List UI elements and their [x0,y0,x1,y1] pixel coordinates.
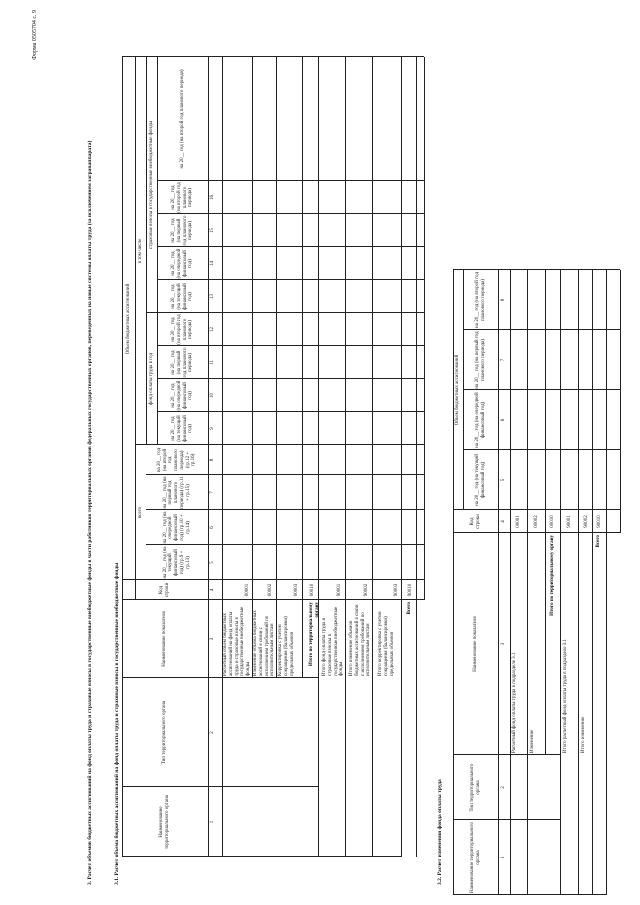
t2-colnum: 7 [501,358,506,362]
t1-colnum: 12 [210,327,215,332]
t2-header-budget-group: Объем бюджетных ассигнований [455,354,461,426]
t2-colnum: 6 [501,418,506,422]
t1-header-total-second: на 20__ год (на второй год планового периода) (гр.12 + гр.16) [156,447,197,473]
t1-header-organ-type: Тип территориального органа [162,700,168,765]
t1-row-code: 00002 [268,583,273,597]
t1-colnum: 9 [210,427,215,430]
t1-colnum: 3 [210,637,215,641]
t1-row-label: Расчетный объем бюджетных ассигнований на фонд оплаты труда и страховые взносы в государственные внебюджетные фонды [223,606,251,676]
t2-row-code: 90002 [584,515,589,528]
t1-header-incl-group: в том числе [137,238,143,264]
t1-row-label: Итого изменение объемов бюджетных ассигнований в связи с исполнением требований по исполнительным листам [349,604,372,676]
t2-header-next: на 20__ год (на очередной финансовый год) [474,392,486,448]
t1-colnum: 10 [210,393,215,398]
t1-row-code: 90002 [364,583,369,597]
t1-header-total-group: всего [137,506,143,519]
t2-header-cur: на 20__ год (на текущий финансовый год) [474,454,486,506]
t1-colnum: 5 [210,561,215,564]
t2-colnum: 5 [501,478,506,482]
t1-header-budget-group: Объем бюджетных ассигнований [125,283,131,355]
t2-row-label: Итого по территориальному органу [550,535,555,616]
t1-row-label: Итого по территориальному органу [309,602,320,667]
t1-header-ins-extra: на 20__ год (на второй год планового периода) [179,69,185,169]
form-number: Форма 0505704 с. 9 [32,10,38,60]
t2-row-code: 90001 [567,515,572,528]
t1-colnum: 14 [210,261,215,266]
t2-colnum: 2 [501,786,506,789]
t1-row-code: 00010 [310,583,315,597]
t1-header-fot-first: на 20__ год (на первый год планового периода) [171,347,194,378]
t1-header-total-next: на 20__ год (на очередной финансовый год) (гр.10 + гр.14) [162,511,191,544]
t1-header-fot-next: на 20__ год (на очередной финансовый год) [171,380,194,411]
t1-total-label: Всего [407,602,412,615]
t1-colnum: 11 [210,360,215,365]
subsection-2-title: 3.2. Расчет изменения фонда оплаты труда [437,779,443,885]
t2-header-indicator: Наименование показателя [472,616,478,672]
t2-colnum: 3 [501,642,506,646]
t2-colnum: 8 [501,298,506,302]
t1-colnum: 16 [210,195,215,200]
t1-row-code: 90003 [394,583,399,597]
t2-row-label: Итого изменение [581,716,586,753]
t1-header-fot-second: на 20__ год (на второй год планового периода) [171,314,194,345]
t1-total-code: 90010 [408,583,413,597]
t1-header-fot-cur: на 20__ год (на текущий финансовый год) [171,415,194,442]
t2-total-label: Всего [596,535,601,548]
t1-colnum: 1 [210,820,215,824]
t2-header-organ-name: Наименование территориального органа [469,822,481,893]
t1-header-total-cur: на 20__ год (на текущий финансовый год) (гр.9 + гр.13) [162,546,191,579]
t2-row-label: Итого расчетный фонд оплаты труда в подразделе 3.1 [563,638,568,753]
t1-header-code: Код строки [159,582,170,598]
t1-header-ins-cur: на 20__ год (на текущий финансовый год) [171,283,194,310]
t1-colnum: 13 [210,294,215,299]
t1-header-fot-group: фонд оплаты труда в год [148,352,154,406]
t2-header-second: на 20__ год (на второй год планового периода) [474,272,486,328]
t1-header-total-first: на 20__ год (на первый год планового периода) (гр.11 + гр.15) [162,476,191,509]
t2-header-first: на 20__ год (на первый год планового периода) [474,331,486,389]
t1-header-organ-name: Наименование территориального органа [159,795,170,849]
t2-row-code: 00001 [516,515,521,528]
t1-header-ins-second: на 20__ год (на второй год планового периода) [171,182,194,213]
t2-row-code: 00002 [534,515,539,528]
t1-colnum: 8 [210,458,215,462]
t2-row-code: 00010 [550,515,555,528]
t2-total-code: 90010 [597,515,602,528]
t1-colnum: 15 [210,228,215,233]
t1-row-label: Изменение объема бюджетных ассигнований в связи с исполнением требований по исполнительным листам [253,610,276,676]
t1-row-code: 00001 [245,583,250,597]
t2-colnum: 4 [501,520,506,523]
t1-colnum: 4 [210,588,215,592]
t2-row-label: Изменение [530,729,535,753]
t1-colnum: 7 [210,491,215,494]
t1-row-label: Итого фонд оплаты труда и страховые взносы в государственные внебюджетные фонды [322,606,345,676]
t1-header-ins-first: на 20__ год (на первый год планового периода) [171,215,194,246]
section-title: 3. Расчет объемов бюджетных ассигнований на фонд оплаты труда и страховые взносы в государственные внебюджетные фонды в части работников территориальных органов федеральных государственных органов, переведенных на новые системы оплаты труда (за исключением загранаппарата) [87,140,93,885]
t1-header-ins-group: страховые взносы в государственные внебюджетные фонды [148,121,154,249]
t1-header-indicator: Наименование показателя [162,611,168,667]
t1-row-label: Корректировка с учетом сокращения (балансировки) предельных объемов [278,616,295,676]
t2-header-organ-type: Тип территориального органа [469,763,481,812]
t1-row-code: 00003 [294,583,299,597]
t2-row-label: Расчетный фонд оплаты труда в подразделе 3.1 [512,652,517,753]
t1-row-code: 90001 [337,583,342,597]
t2-colnum: 1 [501,856,506,859]
t1-row-label: Итого корректировка с учетом сокращения (балансировки) предельных объемов [378,611,395,676]
t2-header-code: Код строки [469,514,481,529]
t1-colnum: 2 [210,731,215,734]
t1-header-ins-next: на 20__ год (на очередной финансовый год) [171,248,194,279]
subsection-1-title: 3.1. Расчет объема бюджетных ассигнований на фонд оплаты труда и страховые взносы в государственные внебюджетные фонды [114,562,120,885]
t1-colnum: 6 [210,526,215,529]
